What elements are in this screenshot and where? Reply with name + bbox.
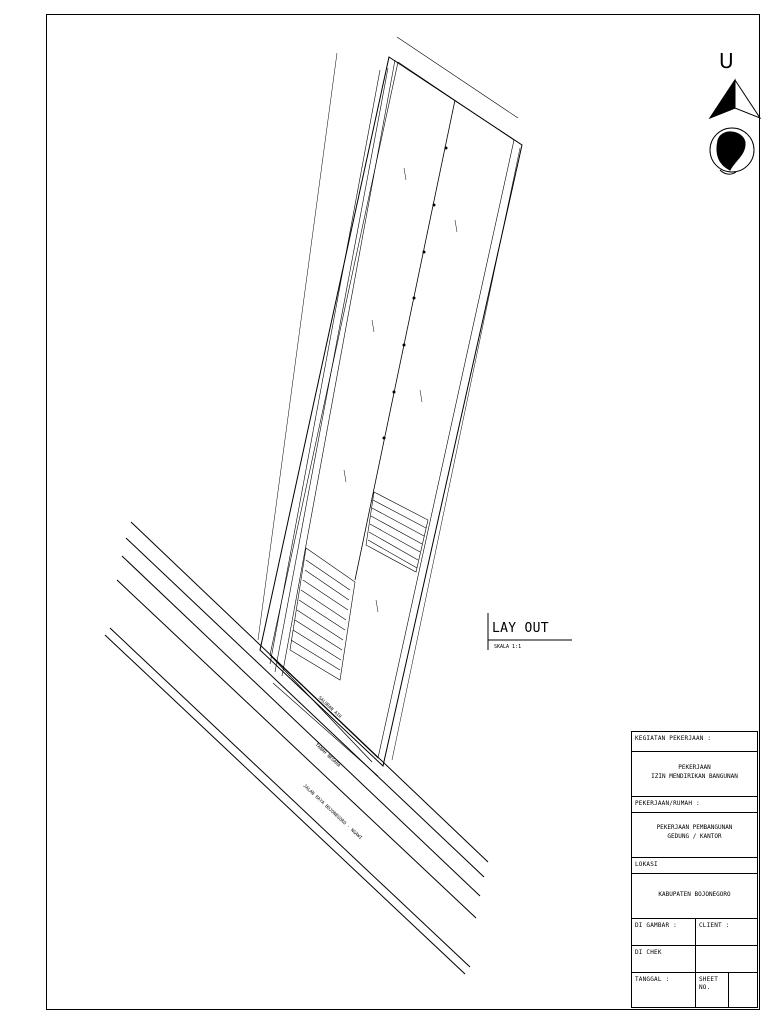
road-label: JALAN RAYA BOJONEGORO - NGAWI bbox=[301, 783, 363, 842]
pekerjaan-line2: GEDUNG / KANTOR bbox=[667, 833, 722, 840]
kegiatan-label: KEGIATAN PEKERJAAN : bbox=[635, 735, 712, 742]
pekerjaan-label: PEKERJAAN/RUMAH : bbox=[635, 800, 700, 807]
hatched-area-left bbox=[290, 548, 355, 680]
tanggal-label: TANGGAL : bbox=[635, 976, 670, 983]
dichek-row bbox=[632, 946, 757, 973]
kegiatan-line1: PEKERJAAN bbox=[678, 764, 711, 771]
digambar-label: DI GAMBAR : bbox=[635, 922, 677, 929]
lokasi-label-row bbox=[632, 858, 757, 874]
dichek-label: DI CHEK bbox=[635, 949, 662, 956]
hatched-area-right bbox=[366, 492, 428, 572]
road-lines bbox=[105, 522, 488, 974]
dichek-cell bbox=[632, 946, 696, 972]
kegiatan-line2: IZIN MENDIRIKAN BANGUNAN bbox=[651, 773, 738, 780]
north-letter: U bbox=[719, 49, 734, 73]
title-block bbox=[631, 731, 758, 1008]
kegiatan-label-row bbox=[632, 732, 757, 752]
client-label: CLIENT : bbox=[699, 922, 730, 929]
lokasi-value-row bbox=[632, 874, 757, 919]
layout-scale: SKALA 1:1 bbox=[494, 644, 522, 650]
layout-title: LAY OUT bbox=[492, 621, 549, 636]
tanggal-row bbox=[632, 973, 757, 1007]
lokasi-value: KABUPATEN BOJONEGORO bbox=[658, 891, 731, 898]
road-label: TANAH NEGARA bbox=[313, 742, 341, 769]
tanggal-cell bbox=[632, 973, 696, 1007]
kegiatan-value-row bbox=[632, 752, 757, 797]
sheet-no-cell bbox=[696, 973, 729, 1007]
building-outline bbox=[258, 37, 522, 776]
north-arrow bbox=[710, 80, 760, 174]
digambar-row bbox=[632, 919, 757, 946]
pekerjaan-line1: PEKERJAAN PEMBANGUNAN bbox=[656, 824, 733, 831]
digambar-cell bbox=[632, 919, 696, 945]
road-label: SALURAN AIR bbox=[316, 695, 342, 720]
sheet-no-label: SHEET NO. bbox=[699, 976, 719, 991]
pekerjaan-value-row bbox=[632, 813, 757, 858]
lokasi-label: LOKASI bbox=[635, 861, 658, 868]
pekerjaan-label-row bbox=[632, 797, 757, 813]
